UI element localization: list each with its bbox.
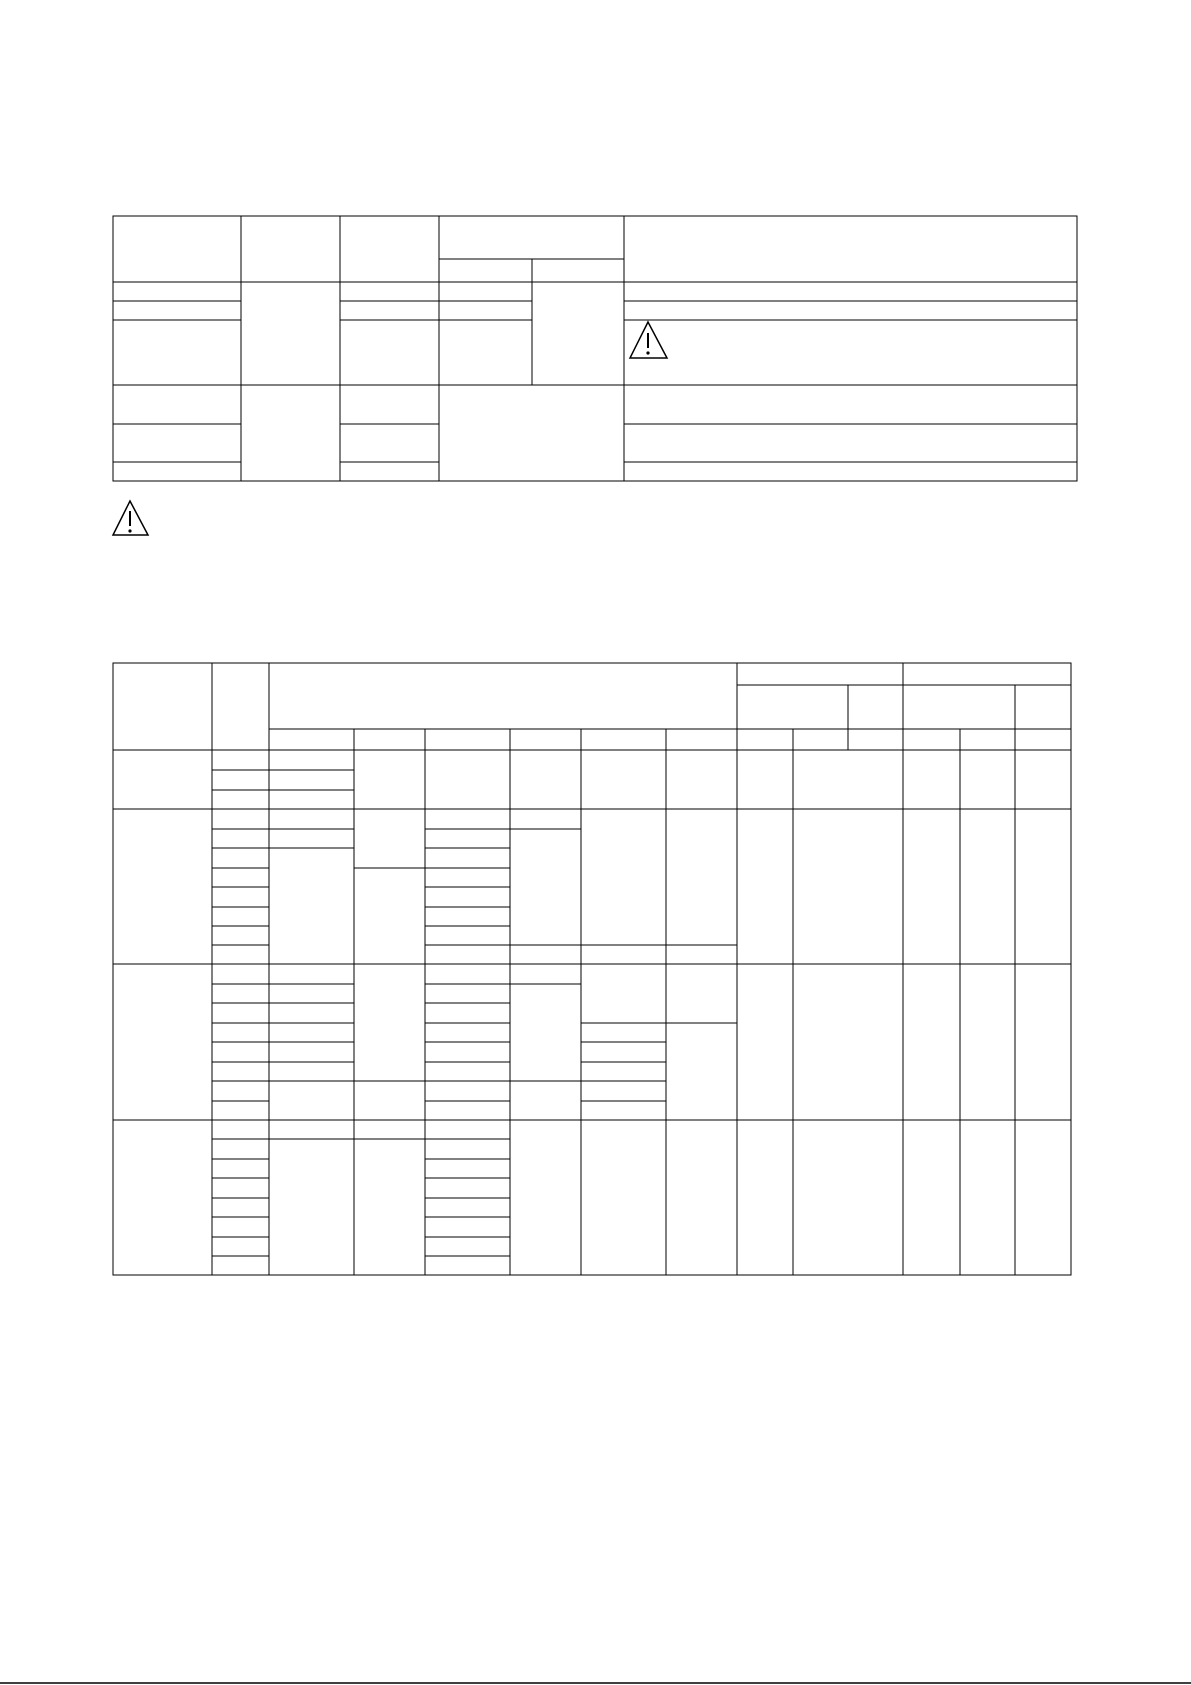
upper-table xyxy=(113,216,1077,481)
lower-table-frame xyxy=(113,663,1071,1275)
warning-triangle-icon xyxy=(630,322,667,358)
upper-table-frame xyxy=(113,216,1077,481)
lower-table xyxy=(113,663,1071,1275)
warning-triangle-icon xyxy=(113,501,148,535)
